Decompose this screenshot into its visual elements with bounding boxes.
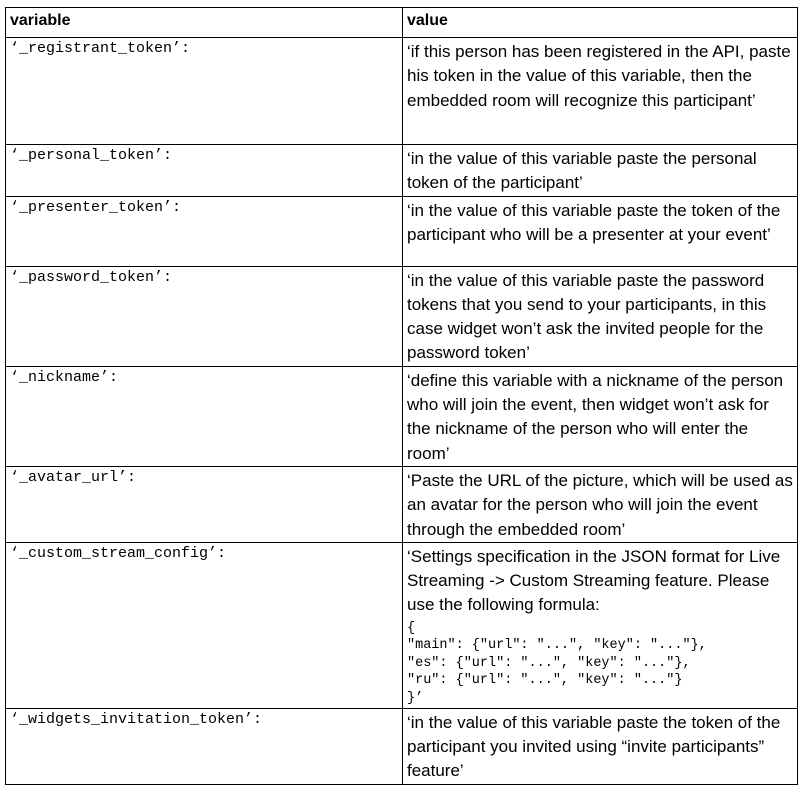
table-row bbox=[6, 196, 798, 266]
table-row bbox=[6, 38, 798, 145]
table-row bbox=[6, 366, 798, 466]
variable-name: ‘_registrant_token’: bbox=[6, 38, 403, 145]
table-row bbox=[6, 145, 798, 197]
variables-table bbox=[5, 7, 798, 785]
variable-description: ‘define this variable with a nickname of the person who will join the event, then widget won’t ask for the nickname of the person who will enter the room’ bbox=[403, 366, 798, 466]
table-row bbox=[6, 466, 798, 542]
variable-description: ‘in the value of this variable paste the token of the participant you invited using “invite participants” feature’ bbox=[403, 708, 798, 784]
table-header-row bbox=[6, 8, 798, 38]
variable-description: ‘in the value of this variable paste the personal token of the participant’ bbox=[403, 145, 798, 197]
variable-name: ‘_personal_token’: bbox=[6, 145, 403, 197]
variable-description: ‘Settings specification in the JSON format for Live Streaming -> Custom Streaming feature. Please use the following formula: bbox=[407, 546, 781, 615]
variable-description: ‘in the value of this variable paste the token of the participant who will be a presenter at your event’ bbox=[403, 196, 798, 266]
table-row bbox=[6, 266, 798, 366]
variable-description: ‘in the value of this variable paste the password tokens that you send to your participants, in this case widget won’t ask the invited people for the password token’ bbox=[403, 266, 798, 366]
json-formula-code: { "main": {"url": "...", "key": "..."}, "es": {"url": "...", "key": "..."}, "ru": {"url": "...", "key": "..."} }’ bbox=[407, 620, 707, 706]
table-row bbox=[6, 542, 798, 708]
variable-name: ‘_custom_stream_config’: bbox=[6, 542, 403, 708]
variable-name: ‘_nickname’: bbox=[6, 366, 403, 466]
variable-name: ‘_widgets_invitation_token’: bbox=[6, 708, 403, 784]
variable-name: ‘_avatar_url’: bbox=[6, 466, 403, 542]
variable-name: ‘_presenter_token’: bbox=[6, 196, 403, 266]
variable-description: ‘if this person has been registered in the API, paste his token in the value of this variable, then the embedded room will recognize this participant’ bbox=[403, 38, 798, 145]
variable-description-cell bbox=[403, 542, 798, 708]
variable-name: ‘_password_token’: bbox=[6, 266, 403, 366]
table-row bbox=[6, 708, 798, 784]
header-value: value bbox=[403, 8, 798, 38]
variable-description: ‘Paste the URL of the picture, which will be used as an avatar for the person who will join the event through the embedded room’ bbox=[403, 466, 798, 542]
header-variable: variable bbox=[6, 8, 403, 38]
